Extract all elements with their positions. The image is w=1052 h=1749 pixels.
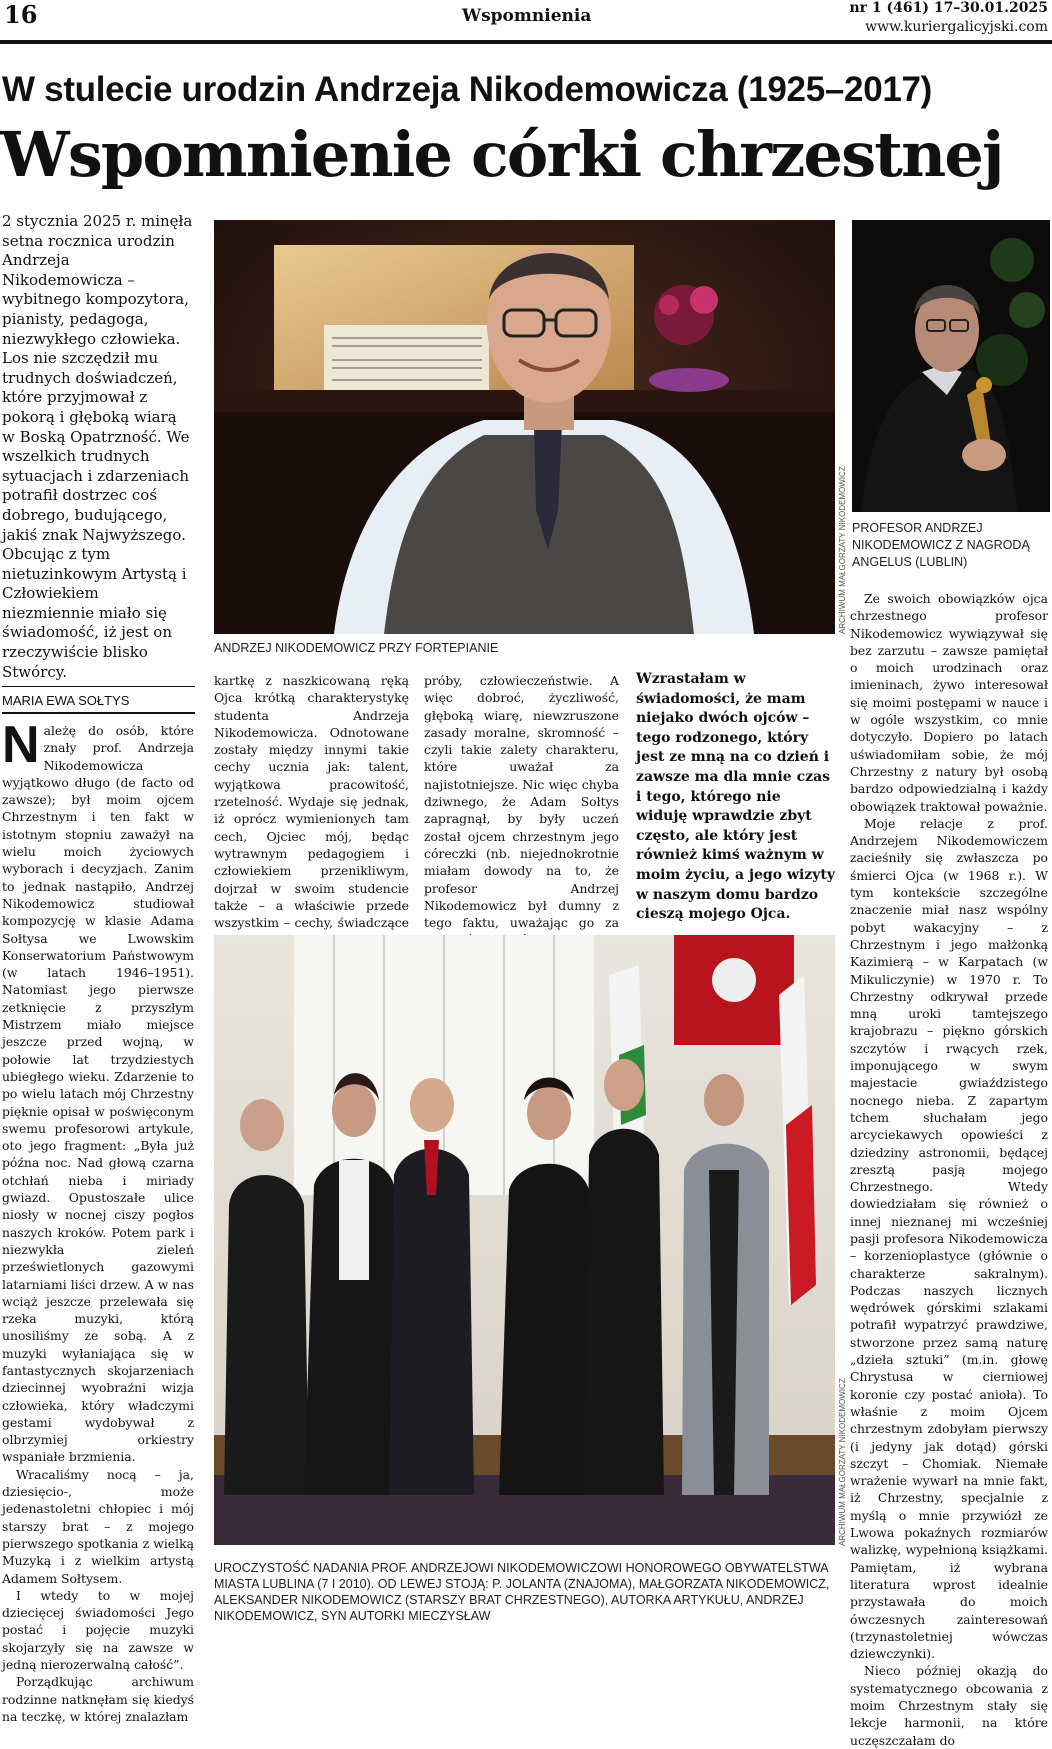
pull-quote: Wzrastałam w świadomości, że mam niejako dwóch ojców – tego rodzonego, który jest ze mną na co dzień i zawsze ma dla mnie czas i tego, którego nie widuję wprawdzie zbyt często, ale który jest również kimś ważnym w moim życiu, a jego wizyty w naszym domu bardzo cieszą mojego Ojca. [636, 671, 835, 923]
photo-piano-portrait-image [214, 220, 835, 634]
body-column-3 [424, 672, 619, 931]
section-title: Wspomnienia [462, 6, 592, 26]
body-column-2 [214, 672, 409, 931]
article-kicker: W stulecie urodzin Andrzeja Nikodemowicza (1925–2017) [2, 70, 933, 109]
photo-group-ceremony-image [214, 935, 835, 1545]
paragraph: Ze swoich obowiązków ojca chrzestnego profesor Nikodemowicz wywiązywał się bez zarzutu – zawsze pamiętał o moich urodzinach oraz imieninach, żywo interesował się moimi postępami w nauce i w ogóle wszystkim, co mnie dotyczyło. Dopiero po latach uświadomiłam sobie, że mój Chrzestny z natury był osobą bardzo odpowiedzialną i każdy obowiązek traktował poważnie. [850, 591, 1048, 814]
photo-credit-ceremony: ARCHIWUM MAŁGORZATY NIKODEMOWICZ [838, 1378, 847, 1546]
page-number: 16 [4, 0, 38, 29]
paragraph: Moje relacje z prof. Andrzejem Nikodemowiczem zacieśniły się zwłaszcza po śmierci Ojca (w 1968 r.). W tym kontekście szczególne znaczenie miał nasz wspólny pobyt wakacyjny – z Chrzestnym i jego małżonką Kazimierą – w Karpatach (w Mikuliczynie) w 1970 r. To Chrzestny odkrywał przede mną uroki tamtejszego krajobrazu – piękno górskich szczytów i rwących rzek, imponującego w swym majestacie gwiaździstego nocnego nieba. Z zapartym tchem słuchałam jego arcyciekawych opowieści z dziedziny astronomii, będącej zresztą pasją mojego Chrzestnego. Wtedy dowiedziałam się również o innej nieznanej mi wcześniej pasji profesora Nikodemowicza – korzenioplastyce (głównie o charakterze sakralnym). Podczas naszych licznych wędrówek górskimi szlakami potrafił wypatrzyć prawdziwe, stworzone przez samą naturę „dzieła sztuki” (m.in. głowę Chrystusa w cierniowej koronie czy postać anioła). To właśnie z moim Ojcem chrzestnym zdobyłam pierwszy (i jedyny jak dotąd) górski szczyt – Chomiak. Niemałe wrażenie wywarł na mnie fakt, iż Chrzestny, specjalnie z myślą o mnie przywiózł ze Lwowa pokaźnych rozmiarów walizkę, wypełnioną książkami. Pamiętam, iż wybrana literatura wprost idealnie przystawała do moich ówczesnych zainteresowań (trzynastoletniej wówczas dziewczynki). [850, 815, 1048, 1662]
author-byline: MARIA EWA SOŁTYS [2, 693, 130, 708]
photo-piano-portrait [214, 220, 835, 634]
photo-caption-piano: ANDRZEJ NIKODEMOWICZ PRZY FORTEPIANIE [214, 641, 499, 655]
byline-rule-top [2, 686, 195, 687]
paragraph [2, 716, 194, 1466]
article-lead: 2 stycznia 2025 r. minęła setna rocznica urodzin Andrzeja Nikodemowicza – wybitnego kompozytora, pianisty, pedagoga, niezwykłego człowieka. Los nie szczędził mu trudnych doświadczeń, które przyjmował z pokorą i głęboką wiarą w Boską Opatrzność. We wszelkich trudnych sytuacjach i zdarzeniach potrafił dostrzec coś dobrego, budującego, jakiś znak Najwyższego. Obcując z tym nietuzinkowym Artystą i Człowiekiem niezmiennie miało się świadomość, iż jest on rzeczywiście blisko Stwórcy. [2, 212, 193, 681]
photo-caption-ceremony: UROCZYSTOŚĆ NADANIA PROF. ANDRZEJOWI NIKODEMOWICZOWI HONOROWEGO OBYWATELSTWA MIASTA LUBLINA (7 I 2010). OD LEWEJ STOJĄ: P. JOLANTA (ZNAJOMA), MAŁGORZATA NIKODEMOWICZ, ALEKSANDER NIKODEMOWICZ (STARSZY BRAT CHRZESTNEGO), AUTORKA ARTYKUŁU, ANDRZEJ NIKODEMOWICZ, SYN AUTORKI MIECZYSŁAW [214, 1561, 830, 1623]
photo-angelus-award [852, 220, 1050, 512]
paragraph-text: ależę do osób, które znały prof. Andrzeja Nikodemowicza wyjątkowo długo (de facto od zawsze); był moim ojcem Chrzestnym i ten fakt w istotnym stopniu zaważył na wielu moich życiowych wyborach i decyzjach. Zanim to jednak nastąpiło, Andrzej Nikodemowicz studiował kompozycję w klasie Adama Sołtysa we Lwowskim Konserwatorium Państwowym (w latach 1946–1951). Natomiast jego pierwsze zetknięcie z przyszłym Mistrzem miało miejsce jeszcze przed wojną, w połowie lat trzydziestych ubiegłego wieku. Zdarzenie to po wielu latach mój Chrzestny pięknie opisał w poświęconym swemu profesorowi artykule, oto jego fragment: „Była już późna noc. Nad głową czarna otchłań nieba i miriady gwiazd. Opustoszałe ulice niosły w nocnej ciszy pogłos naszych kroków. Potem park i niezwykła zieleń prześwietlonych gazowymi latarniami liści drzew. A w nas wciąż jeszcze przelewała się rzeka muzyki, którą unosiliśmy ze sobą. A z muzyki wyłaniająca się w fantastycznych skojarzeniach dziecinnej wyobraźni wizja człowieka, który władczymi gestami wydobywał z olbrzymiej orkiestry wspaniałe brzmienia. [2, 723, 194, 1465]
body-column-1 [2, 716, 194, 1724]
photo-caption-angelus: PROFESOR ANDRZEJ NIKODEMOWICZ Z NAGRODĄ ANGELUS (LUBLIN) [852, 521, 1030, 569]
photo-credit-piano: ARCHIWUM MAŁGORZATY NIKODEMOWICZ [838, 466, 847, 634]
paragraph: Porządkując archiwum rodzinne natknęłam się kiedyś na teczkę, w której znalazłam [2, 1674, 194, 1724]
website-link[interactable]: www.kuriergalicyjski.com [865, 19, 1048, 35]
paragraph: Wracaliśmy nocą – ja, dziesięcio-, może jedenastoletni chłopiec i mój starszy brat – z mojego pierwszego spotkania z wielką Muzyką i z wielkim artystą Adamem Sołtysem. [2, 1466, 194, 1586]
photo-angelus-award-image [852, 220, 1050, 512]
paragraph: kartkę z naszkicowaną ręką Ojca krótką charakterystykę studenta Andrzeja Nikodemowicza. Odnotowane zostały między innymi takie cechy ucznia jak: talent, wyjątkowa pracowitość, rzetelność. Wydaje się jednak, iż oprócz wymienionych tam cech, Ojciec mój, będąc wytrawnym pedagogiem i człowiekiem przenikliwym, dojrzał w swoim studencie także – a właściwie przede wszystkim – cechy, świadczące [214, 673, 409, 931]
header-rule [0, 40, 1052, 44]
drop-cap: N [2, 716, 40, 774]
article-headline: Wspomnienie córki chrzestnej [0, 118, 1003, 191]
paragraph: próby, człowieczeństwie. A więc dobroć, życzliwość, głęboką wiarę, niewzruszone zasady moralne, skromność – czyli takie zalety charakteru, które uważał za najistotniejsze. Nic więc chyba dziwnego, że Adam Sołtys zapragnął, by były uczeń został ojcem chrzestnym jego córeczki (nb. niejednokrotnie miałam dowody na to, że profesor Andrzej Nikodemowicz był dumny z tego faktu, uważając go za [424, 673, 619, 931]
issue-number: nr 1 (461) 17–30.01.2025 [849, 0, 1048, 16]
paragraph: I wtedy to w mojej dziecięcej świadomości Jego postać i pojęcie muzyki skojarzyły się na zawsze w jedną nierozerwalną całość”. [2, 1587, 194, 1673]
body-column-5 [850, 590, 1048, 1748]
paragraph: Nieco później okazją do systematycznego obcowania z moim Chrzestnym stały się lekcje harmonii, na które uczęszczałam do [850, 1663, 1048, 1748]
byline-rule-bottom [2, 712, 195, 714]
photo-group-ceremony [214, 935, 835, 1545]
